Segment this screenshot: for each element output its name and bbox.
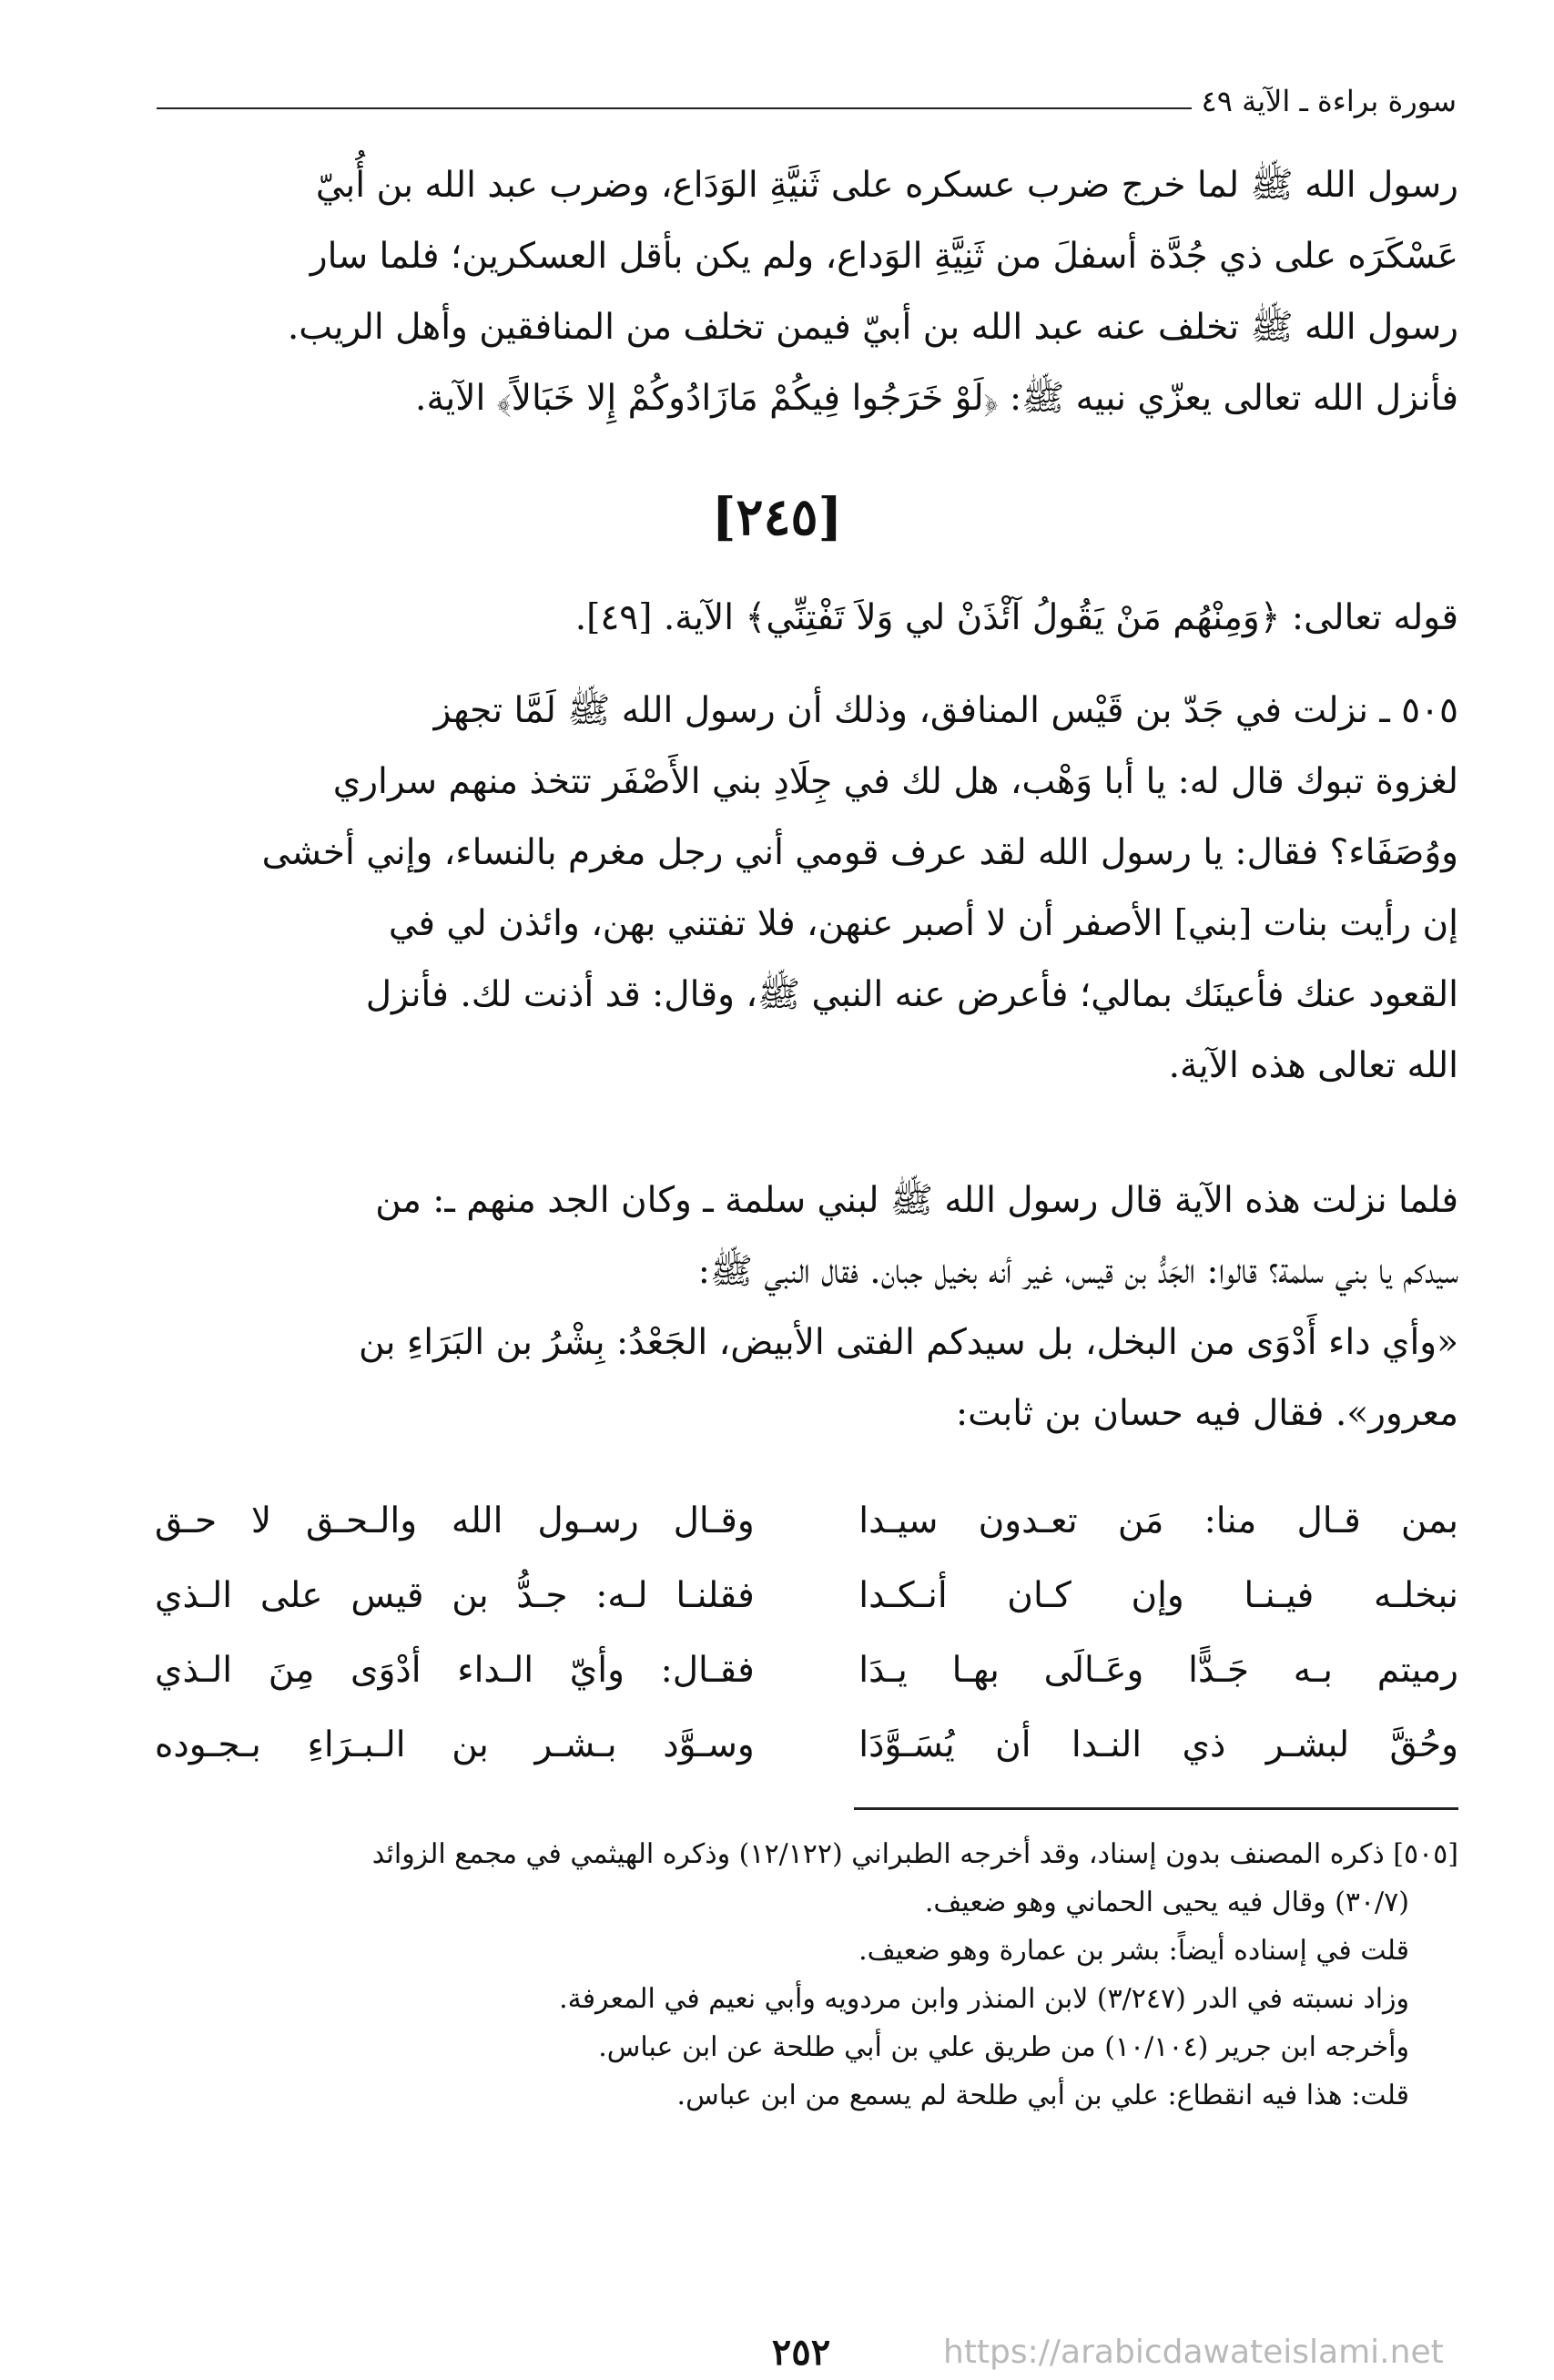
text-line: لغزوة تبوك قال له: يا أبا وَهْب، هل لك في جِلَادِ بني الأَصْفَر تتخذ منهم سراري <box>332 761 1458 802</box>
paragraph-505 <box>155 676 1458 1102</box>
paragraph-continuation <box>155 1165 1458 1449</box>
section-number: [٢٤٥] <box>711 487 843 547</box>
poem-first-hemistich: وسـوَّد بـشـر بن الـبـرَاءِ بـجـوده <box>155 1724 755 1765</box>
text-line: فلما نزلت هذه الآية قال رسول الله ﷺ لبني سلمة ـ وكان الجد منهم ـ: من <box>375 1180 1458 1221</box>
watermark-url: https://arabicdawateislami.net <box>943 2334 1444 2371</box>
poem-verse <box>155 1708 1458 1783</box>
poem-verse <box>155 1484 1458 1559</box>
text-line: «وأي داء أَدْوَى من البخل، بل سيدكم الفتى الأبيض، الجَعْدُ: بِشْرُ بن البَرَاءِ بن <box>358 1322 1458 1363</box>
poem <box>155 1484 1458 1783</box>
text-line: الله تعالى هذه الآية. <box>1168 1045 1458 1086</box>
footnote-line: قلت: هذا فيه انقطاع: علي بن أبي طلحة لم يسمع من ابن عباس. <box>676 2080 1409 2111</box>
poem-verse <box>155 1559 1458 1633</box>
text-line: عَسْكَرَه على ذي جُدَّة أسفلَ من ثَنِيَّةِ الوَداع، ولم يكن بأقل العسكرين؛ فلما سار <box>310 236 1458 277</box>
text-line: سيدكم يا بني سلمة؟ قالوا: الجَدُّ بن قيس، غير أنه بخيل جبان. فقال النبي ﷺ: <box>697 1251 1458 1292</box>
footnote-line: وأخرجه ابن جرير (١٠/١٠٤) من طريق علي بن أبي طلحة عن ابن عباس. <box>598 2031 1409 2063</box>
paragraph-top <box>155 150 1458 434</box>
poem-first-hemistich: فقـال: وأيّ الـداء أدْوَى مِنَ الـذي <box>155 1650 755 1691</box>
text-line: رسول الله ﷺ لما خرج ضرب عسكره على ثَنيَّةِ الوَدَاع، وضرب عبد الله بن أُبيّ <box>315 165 1458 206</box>
text-line: القعود عنك فأعينَك بمالي؛ فأعرض عنه النبي ﷺ، وقال: قد أذنت لك. فأنزل <box>365 974 1458 1015</box>
text-line: فأنزل الله تعالى يعزّي نبيه ﷺ: ﴿لَوْ خَرَجُوا فِيكُمْ مَازَادُوكُمْ إِلا خَبَالاً﴾ الآية. <box>415 378 1458 419</box>
text-line: ووُصَفَاء؟ فقال: يا رسول الله لقد عرف قومي أني رجل مغرم بالنساء، وإني أخشى <box>261 832 1458 873</box>
poem-second-hemistich: نبخلـه فيـنـا وإن كـان أنـكـدا <box>858 1575 1458 1616</box>
text-line: ٥٠٥ ـ نزلت في جَدّ بن قَيْس المنافق، وذلك أن رسول الله ﷺ لَمَّا تجهز <box>433 690 1458 731</box>
text-line: معرور». فقال فيه حسان بن ثابت: <box>955 1393 1458 1434</box>
text-line: رسول الله ﷺ تخلف عنه عبد الله بن أبيّ فيمن تخلف من المنافقين وأهل الريب. <box>287 307 1458 348</box>
footnote-line: (٣٠/٧) وقال فيه يحيى الحماني وهو ضعيف. <box>924 1887 1409 1918</box>
footnote-line: قلت في إسناده أيضاً: بشر بن عمارة وهو ضعيف. <box>858 1935 1409 1967</box>
verse-heading: قوله تعالى: ﴿وَمِنْهُم مَنْ يَقُولُ آئْذَنْ لي وَلاَ تَفْتِنِّي﴾ الآية. [٤٩]. <box>574 597 1458 638</box>
poem-second-hemistich: وحُقَّ لبشـر ذي النـدا أن يُسَـوَّدَا <box>858 1724 1458 1765</box>
text-line: إن رأيت بنات [بني] الأصفر أن لا أصبر عنهن، فلا تفتني بهن، وائذن لي في <box>388 903 1458 944</box>
poem-second-hemistich: رميتم بـه جَـدًّا وعَـالَى بهـا يـدَا <box>858 1650 1458 1691</box>
running-header: سورة براءة ـ الآية ٤٩ <box>1201 84 1457 118</box>
poem-first-hemistich: وقـال رسـول الله والـحـق لا حـق <box>155 1500 755 1541</box>
poem-first-hemistich: فقلنـا لـه: جـدُّ بن قيس على الـذي <box>155 1575 755 1616</box>
footnotes <box>155 1830 1458 2120</box>
poem-second-hemistich: بمن قـال منا: مَن تعـدون سيـدا <box>858 1500 1458 1541</box>
header-rule <box>157 107 1192 109</box>
footnote-line: [٥٠٥] ذكره المصنف بدون إسناد، وقد أخرجه الطبراني (١٢/١٢٢) وذكره الهيثمي في مجمع الزوائد <box>371 1838 1458 1870</box>
footnote-rule <box>854 1807 1458 1810</box>
footnote-line: وزاد نسبته في الدر (٣/٢٤٧) لابن المنذر وابن مردويه وأبي نعيم في المعرفة. <box>559 1983 1409 2015</box>
poem-verse <box>155 1633 1458 1708</box>
page-number: ٢٥٢ <box>771 2331 831 2374</box>
